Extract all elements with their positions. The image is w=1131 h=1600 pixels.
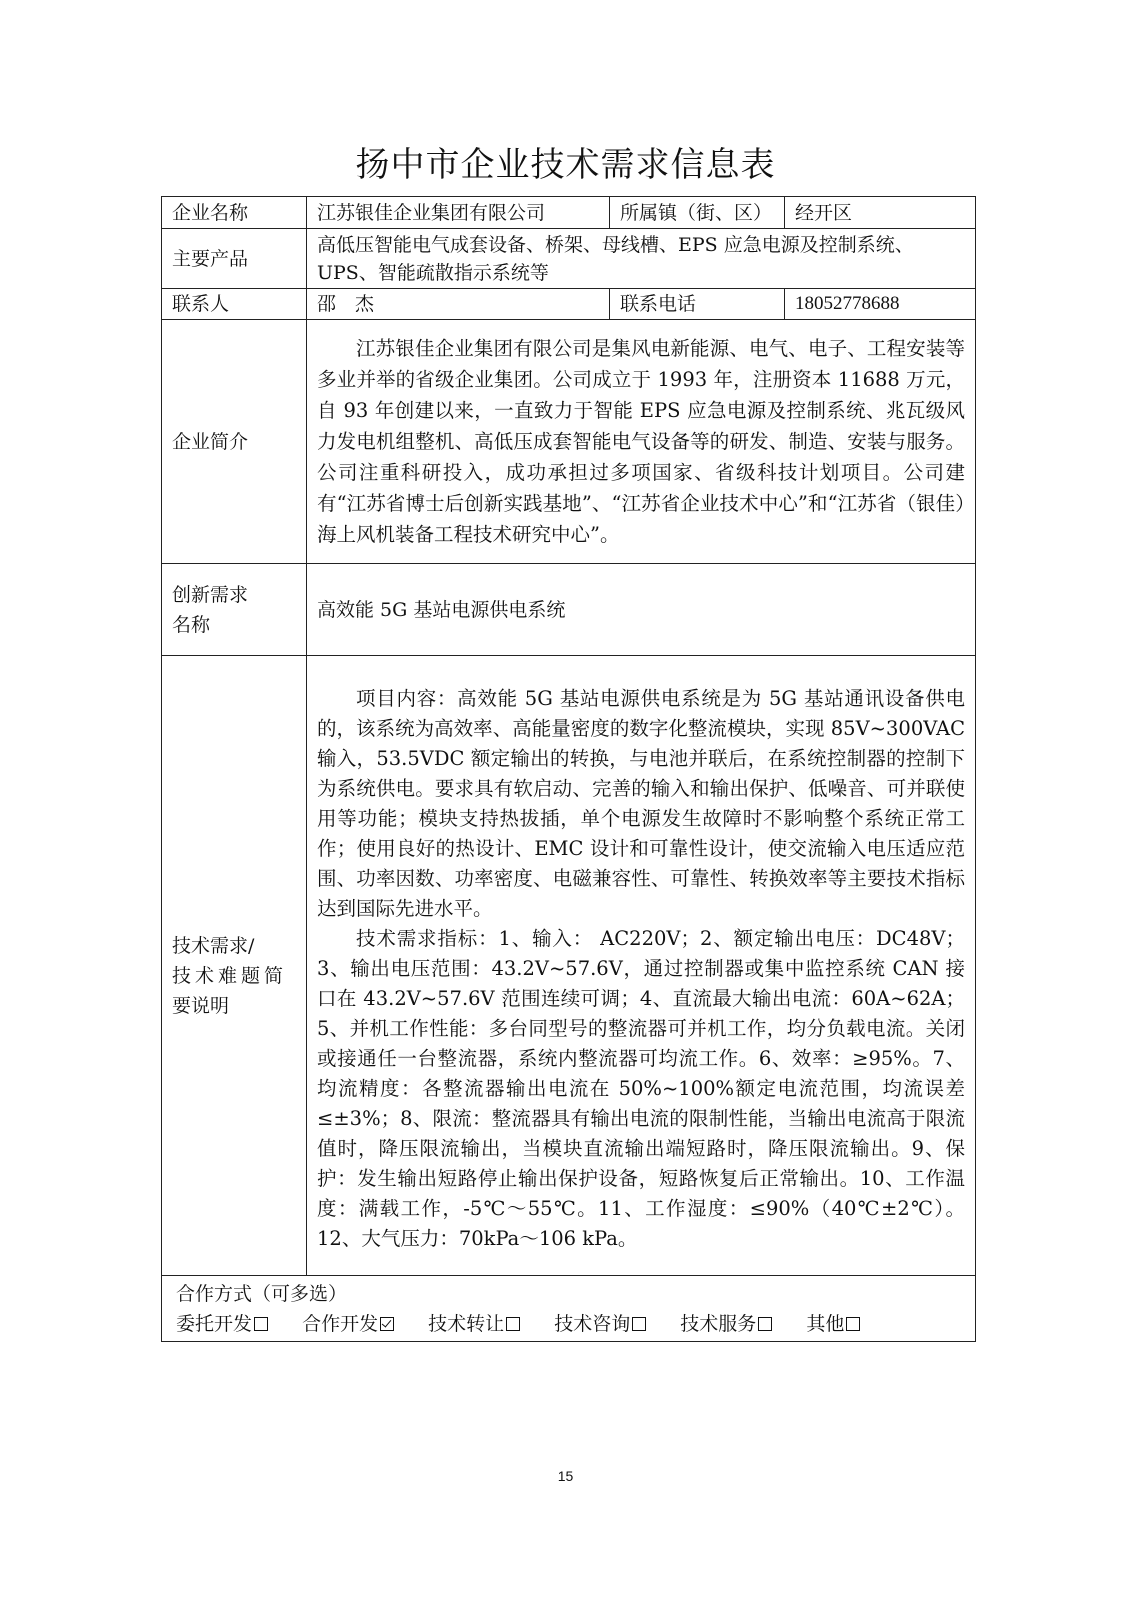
checkbox-icon[interactable] [254, 1317, 268, 1331]
checkbox-icon[interactable] [506, 1317, 520, 1331]
tech-desc-label-line2: 技术难题简 [172, 964, 288, 987]
coop-option-label: 其他 [806, 1312, 845, 1335]
tech-desc-label-line3: 要说明 [172, 994, 230, 1017]
coop-option-label: 合作开发 [302, 1312, 379, 1335]
main-products-value: 高低压智能电气成套设备、桥架、母线槽、EPS 应急电源及控制系统、UPS、智能疏散指示系统等 [307, 229, 976, 289]
need-name-value: 高效能 5G 基站电源供电系统 [307, 564, 976, 656]
coop-option-label: 技术转让 [428, 1312, 505, 1335]
coop-option-label: 技术咨询 [554, 1312, 631, 1335]
company-row [162, 197, 976, 229]
town-value: 经开区 [785, 197, 976, 229]
page-title: 扬中市企业技术需求信息表 [355, 145, 776, 185]
coop-options [176, 1309, 965, 1339]
coop-option-delegated-dev[interactable] [176, 1313, 268, 1335]
coop-option-tech-consulting[interactable] [554, 1313, 646, 1335]
coop-option-joint-dev[interactable] [302, 1313, 394, 1335]
company-name-value: 江苏银佳企业集团有限公司 [307, 197, 610, 229]
need-name-label [162, 564, 307, 656]
contact-person-value: 邵 杰 [307, 289, 610, 320]
tech-desc-label [162, 656, 307, 1276]
coop-option-tech-transfer[interactable] [428, 1313, 520, 1335]
coop-cell [162, 1276, 976, 1342]
tech-desc-para-1: 项目内容：高效能 5G 基站电源供电系统是为 5G 基站通讯设备供电的，该系统为高效率、高能量密度的数字化整流模块，实现 85V~300VAC 输入，53.5VDC 额定输出的转换，与电池并联后，在系统控制器的控制下为系统供电。要求具有软启动、完善的输入和输出保护、低噪音、可并联使用等功能；模块支持热拔插，单个电源发生故障时不影响整个系统正常工作；使用良好的热设计、EMC 设计和可靠性设计，使交流输入电压适应范围、功率因数、功率密度、电磁兼容性、可靠性、转换效率等主要技术指标达到国际先进水平。 [317, 687, 965, 920]
checkbox-icon[interactable] [758, 1317, 772, 1331]
coop-option-other[interactable] [806, 1313, 860, 1335]
checked-checkbox-icon[interactable] [380, 1317, 394, 1331]
tech-row [162, 656, 976, 1276]
company-intro-label: 企业简介 [162, 320, 307, 564]
main-products-label: 主要产品 [162, 229, 307, 289]
coop-row [162, 1276, 976, 1342]
coop-option-label: 技术服务 [680, 1312, 757, 1335]
tech-desc-cell [307, 656, 976, 1276]
phone-value: 18052778688 [785, 289, 976, 320]
company-intro-cell [307, 320, 976, 564]
coop-title: 合作方式（可多选） [176, 1282, 348, 1305]
contact-person-label: 联系人 [162, 289, 307, 320]
need-name-label-line1: 创新需求 [172, 583, 249, 606]
requirement-form-table [161, 196, 976, 1342]
tech-desc-para-2: 技术需求指标：1、输入： AC220V；2、额定输出电压：DC48V；3、输出电压范围：43.2V~57.6V，通过控制器或集中监控系统 CAN 接口在 43.2V~57.6V 范围连续可调；4、直流最大输出电流：60A~62A；5、并机工作性能：多台同型号的整流器可并机工作，均分负载电流。关闭或接通任一台整流器，系统内整流器可均流工作。6、效率：≥95%。7、均流精度：各整流器输出电流在 50%~100%额定电流范围，均流误差≤±3%；8、限流：整流器具有输出电流的限制性能，当输出电流高于限流值时，降压限流输出，当模块直流输出端短路时，降压限流输出。9、保护：发生输出短路停止输出保护设备，短路恢复后正常输出。10、工作温度：满载工作，-5℃～55℃。11、工作湿度：≤90%（40℃±2℃）。12、大气压力：70kPa～106 kPa。 [317, 927, 965, 1250]
checkbox-icon[interactable] [632, 1317, 646, 1331]
coop-option-tech-service[interactable] [680, 1313, 772, 1335]
tech-desc-label-line1: 技术需求/ [172, 934, 255, 957]
need-name-label-line2: 名称 [172, 613, 211, 636]
company-intro-text: 江苏银佳企业集团有限公司是集风电新能源、电气、电子、工程安装等多业并举的省级企业集团。公司成立于 1993 年，注册资本 11688 万元，自 93 年创建以来，一直致力于智能 EPS 应急电源及控制系统、兆瓦级风力发电机组整机、高低压成套智能电气设备等的研发、制造、安装与服务。公司注重科研投入，成功承担过多项国家、省级科技计划项目。公司建有“江苏省博士后创新实践基地”、“江苏省企业技术中心”和“江苏省（银佳）海上风机装备工程技术研究中心”。 [317, 337, 965, 546]
products-row [162, 229, 976, 289]
page-number: 15 [557, 1468, 574, 1484]
town-label: 所属镇（街、区） [610, 197, 785, 229]
phone-label: 联系电话 [610, 289, 785, 320]
coop-option-label: 委托开发 [176, 1312, 253, 1335]
intro-row [162, 320, 976, 564]
need-row [162, 564, 976, 656]
checkbox-icon[interactable] [846, 1317, 860, 1331]
contact-row [162, 289, 976, 320]
company-name-label: 企业名称 [162, 197, 307, 229]
